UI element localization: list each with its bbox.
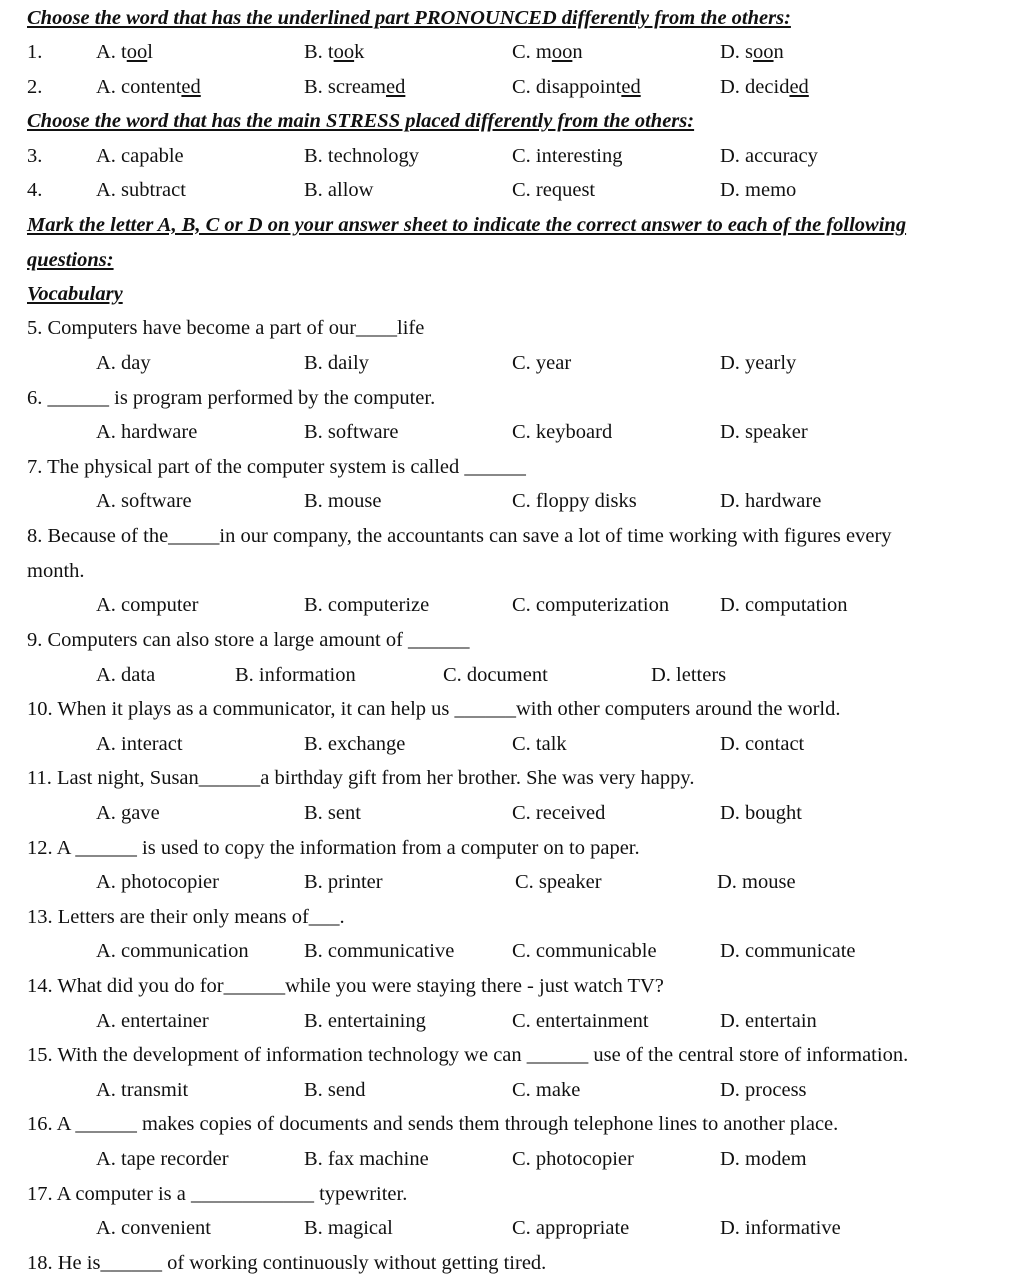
- option-d: D. mouse: [717, 871, 796, 893]
- question-10-text: 10. When it plays as a communicator, it can help us ______with other computers around the world.: [27, 698, 841, 720]
- option-c: C. talk: [512, 733, 567, 755]
- option-c: C. moon: [512, 41, 583, 63]
- option-a: A. subtract: [96, 179, 186, 201]
- option-d: D. decided: [720, 76, 809, 98]
- option-c: C. request: [512, 179, 596, 201]
- option-c: C. appropriate: [512, 1217, 630, 1239]
- question-5-options: [0, 346, 1024, 380]
- option-a: A. contented: [96, 76, 201, 98]
- option-b: B. daily: [304, 352, 369, 374]
- option-c: C. disappointed: [512, 76, 641, 98]
- option-a: A. transmit: [96, 1079, 189, 1101]
- question-12-text: 12. A ______ is used to copy the information from a computer on to paper.: [27, 837, 640, 859]
- option-b: B. mouse: [304, 490, 382, 512]
- option-b: B. took: [304, 41, 365, 63]
- option-d: D. memo: [720, 179, 797, 201]
- question-number: 4.: [27, 179, 43, 201]
- option-d: D. modem: [720, 1148, 807, 1170]
- option-d: D. informative: [720, 1217, 841, 1239]
- option-d: D. soon: [720, 41, 784, 63]
- option-d: D. letters: [651, 664, 727, 686]
- question-15-options: [0, 1073, 1024, 1107]
- option-c: C. entertainment: [512, 1010, 649, 1032]
- option-d: D. entertain: [720, 1010, 817, 1032]
- question-number: 3.: [27, 145, 43, 167]
- option-a: A. software: [96, 490, 192, 512]
- option-a: A. communication: [96, 940, 249, 962]
- option-b: B. send: [304, 1079, 366, 1101]
- option-b: B. communicative: [304, 940, 455, 962]
- question-9-text: 9. Computers can also store a large amount of ______: [27, 629, 470, 651]
- option-a: A. gave: [96, 802, 160, 824]
- option-a: A. photocopier: [96, 871, 219, 893]
- question-4: [0, 173, 1024, 207]
- option-a: A. tape recorder: [96, 1148, 229, 1170]
- question-7-text: 7. The physical part of the computer system is called ______: [27, 456, 526, 478]
- option-d: D. hardware: [720, 490, 822, 512]
- question-9-options: [0, 658, 1024, 692]
- question-5-text: 5. Computers have become a part of our____life: [27, 317, 425, 339]
- option-d: D. process: [720, 1079, 807, 1101]
- question-14-text: 14. What did you do for______while you were staying there - just watch TV?: [27, 975, 664, 997]
- question-13-options: [0, 934, 1024, 968]
- question-17-text: 17. A computer is a ____________ typewriter.: [27, 1183, 408, 1205]
- option-b: B. fax machine: [304, 1148, 429, 1170]
- option-a: A. convenient: [96, 1217, 211, 1239]
- option-b: B. information: [235, 664, 356, 686]
- question-6-text: 6. ______ is program performed by the computer.: [27, 387, 436, 409]
- question-3: [0, 139, 1024, 173]
- option-b: B. exchange: [304, 733, 406, 755]
- option-d: D. speaker: [720, 421, 808, 443]
- option-c: C. interesting: [512, 145, 623, 167]
- option-b: B. allow: [304, 179, 374, 201]
- option-c: C. received: [512, 802, 606, 824]
- instructions-heading: Mark the letter A, B, C or D on your answer sheet to indicate the correct answer to each of the following: [27, 214, 907, 236]
- option-b: B. software: [304, 421, 399, 443]
- option-c: C. speaker: [515, 871, 602, 893]
- question-8-text-cont: month.: [27, 560, 85, 582]
- option-d: D. accuracy: [720, 145, 818, 167]
- option-a: A. interact: [96, 733, 183, 755]
- question-8-text: 8. Because of the_____in our company, the accountants can save a lot of time working with figures every: [27, 525, 892, 547]
- option-c: C. document: [443, 664, 548, 686]
- question-14-options: [0, 1004, 1024, 1038]
- option-a: A. capable: [96, 145, 184, 167]
- option-a: A. tool: [96, 41, 153, 63]
- question-15-text: 15. With the development of information technology we can ______ use of the central store of information.: [27, 1044, 909, 1066]
- option-c: C. keyboard: [512, 421, 613, 443]
- pronunciation-heading: Choose the word that has the underlined part PRONOUNCED differently from the others:: [27, 7, 791, 29]
- option-d: D. computation: [720, 594, 848, 616]
- option-d: D. yearly: [720, 352, 797, 374]
- question-16-text: 16. A ______ makes copies of documents and sends them through telephone lines to another place.: [27, 1113, 839, 1135]
- option-b: B. magical: [304, 1217, 393, 1239]
- option-c: C. make: [512, 1079, 581, 1101]
- option-a: A. day: [96, 352, 151, 374]
- option-c: C. computerization: [512, 594, 670, 616]
- question-16-options: [0, 1142, 1024, 1176]
- option-a: A. computer: [96, 594, 199, 616]
- option-a: A. hardware: [96, 421, 198, 443]
- stress-heading: Choose the word that has the main STRESS placed differently from the others:: [27, 110, 695, 132]
- option-c: C. year: [512, 352, 572, 374]
- vocabulary-heading: Vocabulary: [27, 283, 123, 305]
- option-d: D. contact: [720, 733, 805, 755]
- question-8-options: [0, 588, 1024, 622]
- option-b: B. printer: [304, 871, 383, 893]
- option-c: C. photocopier: [512, 1148, 634, 1170]
- option-a: A. data: [96, 664, 156, 686]
- question-10-options: [0, 727, 1024, 761]
- option-b: B. computerize: [304, 594, 430, 616]
- question-11-text: 11. Last night, Susan______a birthday gift from her brother. She was very happy.: [27, 767, 695, 789]
- option-d: D. bought: [720, 802, 802, 824]
- question-7-options: [0, 484, 1024, 518]
- option-b: B. screamed: [304, 76, 406, 98]
- question-6-options: [0, 415, 1024, 449]
- option-a: A. entertainer: [96, 1010, 209, 1032]
- option-b: B. technology: [304, 145, 420, 167]
- option-b: B. sent: [304, 802, 361, 824]
- question-number: 2.: [27, 76, 43, 98]
- question-1: [0, 35, 1024, 69]
- question-13-text: 13. Letters are their only means of___.: [27, 906, 345, 928]
- question-number: 1.: [27, 41, 43, 63]
- option-b: B. entertaining: [304, 1010, 426, 1032]
- option-c: C. floppy disks: [512, 490, 637, 512]
- question-17-options: [0, 1211, 1024, 1245]
- option-d: D. communicate: [720, 940, 856, 962]
- question-11-options: [0, 796, 1024, 830]
- instructions-heading-cont: questions:: [27, 249, 114, 271]
- question-18-text: 18. He is______ of working continuously without getting tired.: [27, 1252, 547, 1274]
- question-2: [0, 70, 1024, 104]
- question-12-options: [0, 865, 1024, 899]
- option-c: C. communicable: [512, 940, 657, 962]
